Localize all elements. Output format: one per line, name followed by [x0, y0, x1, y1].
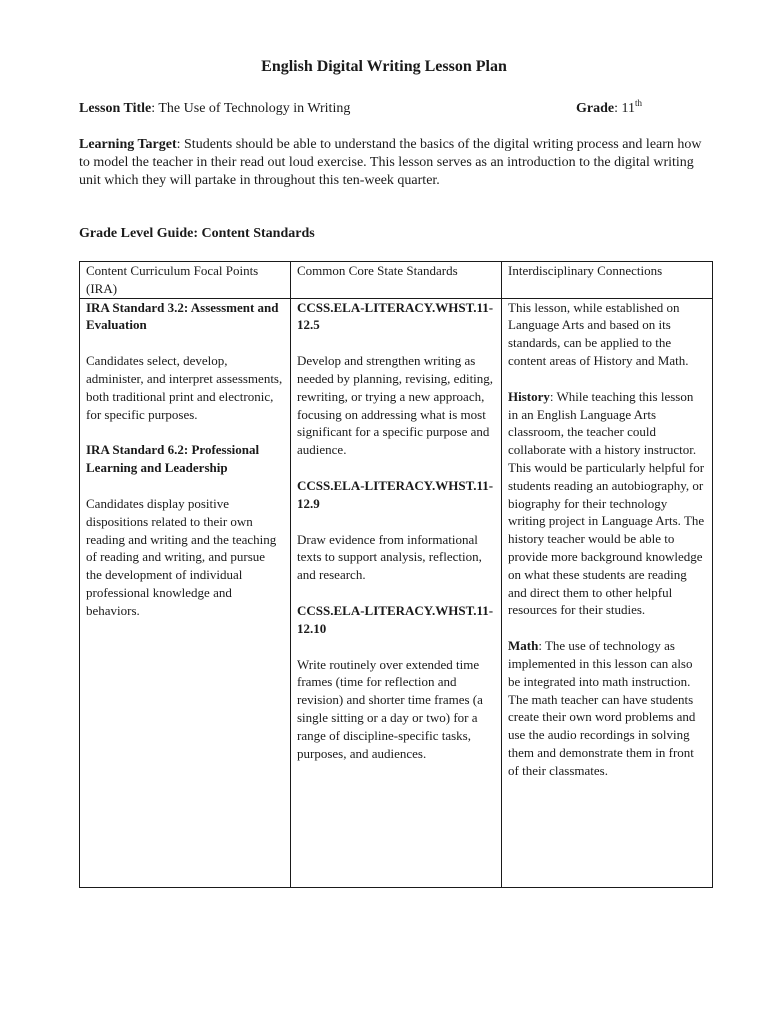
header-focal-points: Content Curriculum Focal Points (IRA)	[80, 262, 291, 299]
ccss-whst-11-12-10-code: CCSS.ELA-LITERACY.WHST.11-12.10	[297, 602, 494, 636]
history-text: : While teaching this lesson in an English Language Arts classroom, the teacher could collaborate with a history instructor. This would be particularly helpful for students reading an autobiography, or biography for their technology writing project in Language Arts. The history teacher would be able to provide more background knowledge on what these students are reading and direct them to other helpful resources for their studies.	[508, 388, 705, 618]
lesson-title-label: Lesson Title	[79, 101, 152, 116]
grade-field	[576, 98, 642, 117]
grade-value: : 11	[614, 101, 635, 116]
ccss-whst-11-12-10-text: Write routinely over extended time frames (time for reflection and revision) and shorter time frames (a single sitting or a day or two) for a range of discipline-specific tasks, purposes, and audiences.	[297, 656, 483, 761]
history-connection	[508, 388, 706, 619]
lesson-info-row	[79, 98, 711, 117]
ira-standard-3-2-title: IRA Standard 3.2: Assessment and Evaluation	[86, 299, 279, 333]
history-label: History	[508, 388, 550, 404]
ira-standard-6-2-text: Candidates display positive dispositions related to their own reading and writing and the teaching of reading and writing, and pursue the development of individual professional knowledge and behaviors.	[86, 495, 277, 618]
grade-label: Grade	[576, 101, 615, 116]
table-row	[80, 298, 713, 887]
math-text: : The use of technology as implemented in this lesson can also be integrated into math instruction. The math teacher can have students create their own word problems and use the audio recordings in solving them and demonstrate them in front of their classmates.	[508, 638, 696, 778]
ira-standards-cell	[80, 298, 291, 887]
interdisciplinary-cell	[502, 298, 713, 887]
ccss-whst-11-12-9-text: Draw evidence from informational texts to support analysis, reflection, and research.	[297, 531, 482, 583]
ccss-whst-11-12-9-code: CCSS.ELA-LITERACY.WHST.11-12.9	[297, 477, 494, 511]
grade-suffix: th	[634, 98, 642, 108]
learning-target-label: Learning Target	[79, 137, 177, 152]
lesson-title-value: : The Use of Technology in Writing	[151, 101, 351, 116]
lesson-title-field	[79, 101, 350, 116]
ccss-whst-11-12-5-code: CCSS.ELA-LITERACY.WHST.11-12.5	[297, 299, 494, 333]
content-standards-table	[79, 261, 713, 888]
header-interdisciplinary: Interdisciplinary Connections	[502, 262, 713, 299]
math-connection	[508, 637, 706, 779]
ira-standard-6-2-title: IRA Standard 6.2: Professional Learning and Leadership	[86, 442, 260, 476]
learning-target	[79, 136, 711, 190]
ccss-standards-cell	[291, 298, 502, 887]
document-title: English Digital Writing Lesson Plan	[261, 58, 507, 75]
ccss-whst-11-12-5-text: Develop and strengthen writing as needed by planning, revising, editing, rewriting, or trying a new approach, focusing on addressing what is most significant for a specific purpose and audience.	[297, 353, 494, 458]
guide-heading: Grade Level Guide: Content Standards	[79, 226, 315, 241]
header-common-core: Common Core State Standards	[291, 262, 502, 299]
learning-target-text: : Students should be able to understand the basics of the digital writing process and learn how to model the teacher in their read out loud exercise. This lesson serves as an introduction to the digital writing unit which they will partake in throughout this ten-week quarter.	[79, 137, 702, 188]
math-label: Math	[508, 638, 539, 654]
ira-standard-3-2-text: Candidates select, develop, administer, and interpret assessments, both traditional print and electronic, for specific purposes.	[86, 353, 283, 422]
interdisciplinary-intro: This lesson, while established on Language Arts and based on its standards, can be applied to the content areas of History and Math.	[508, 299, 689, 368]
table-header-row	[80, 262, 713, 299]
